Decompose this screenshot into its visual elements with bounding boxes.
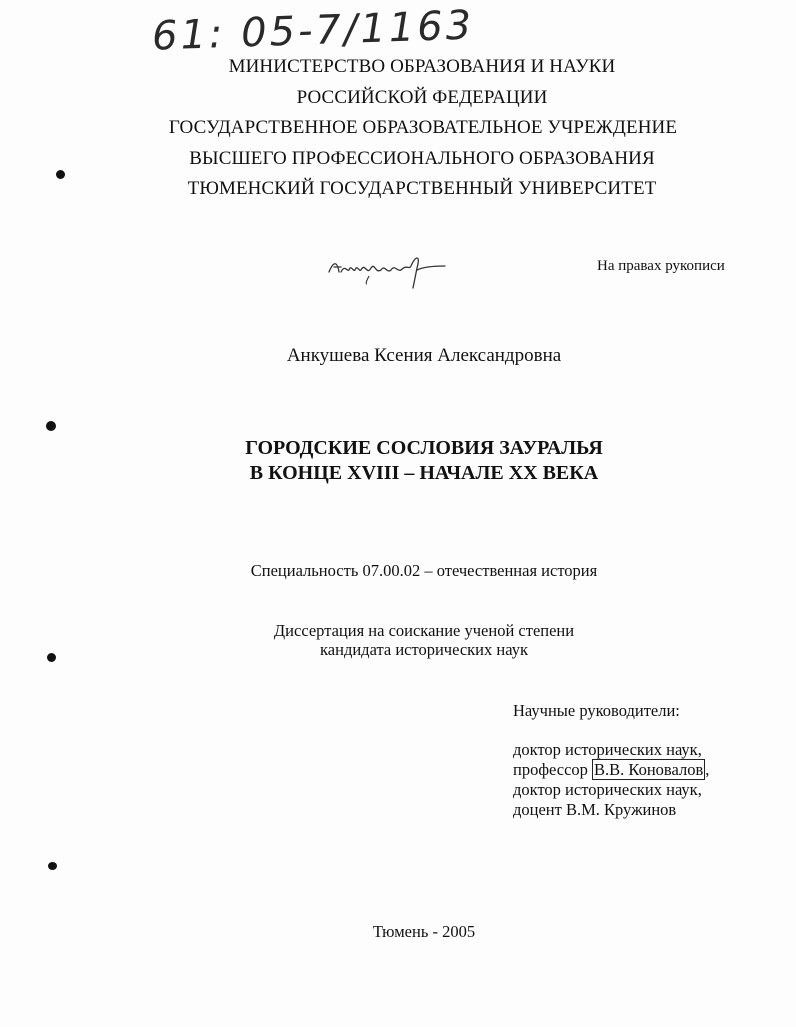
dissertation-title (0, 436, 796, 486)
header-line: ТЮМЕНСКИЙ ГОСУДАРСТВЕННЫЙ УНИВЕРСИТЕТ (187, 178, 657, 199)
header-line: МИНИСТЕРСТВО ОБРАЗОВАНИЯ И НАУКИ (228, 56, 616, 77)
supervisor-line: доктор исторических наук, (513, 740, 702, 759)
degree-line: кандидата исторических наук (320, 640, 528, 659)
header-line: ВЫСШЕГО ПРОФЕССИОНАЛЬНОГО ОБРАЗОВАНИЯ (189, 147, 655, 169)
degree-statement (0, 621, 796, 659)
author-signature (325, 250, 450, 290)
scan-mark (56, 170, 65, 179)
supervisor-name-boxed: В.В. Коновалов (594, 760, 704, 779)
header-line: ГОСУДАРСТВЕННОЕ ОБРАЗОВАТЕЛЬНОЕ УЧРЕЖДЕНИЕ (168, 117, 678, 138)
supervisor-line (513, 760, 709, 780)
supervisor-title: профессор (513, 760, 593, 779)
rights-note: На правах рукописи (597, 258, 725, 274)
supervisors-list (513, 740, 709, 820)
institution-header (0, 52, 796, 205)
header-line: РОССИЙСКОЙ ФЕДЕРАЦИИ (296, 86, 548, 108)
author-name-text: Анкушева Ксения Александровна (286, 345, 562, 366)
place-and-year (0, 922, 796, 942)
author-name (0, 345, 796, 367)
supervisor-line: доктор исторических наук, (513, 780, 702, 799)
archive-number-handwritten: 61: 05-7/1163 (151, 2, 475, 60)
title-line: В КОНЦЕ XVIII – НАЧАЛЕ XX ВЕКА (249, 462, 599, 484)
place-year-text: Тюмень - 2005 (372, 922, 476, 941)
specialty-text: Специальность 07.00.02 – отечественная история (250, 561, 598, 580)
scan-mark (47, 653, 56, 662)
title-line: ГОРОДСКИЕ СОСЛОВИЯ ЗАУРАЛЬЯ (245, 437, 603, 459)
supervisor-comma: , (705, 760, 710, 779)
supervisor-line: доцент В.М. Кружинов (513, 800, 677, 819)
degree-line: Диссертация на соискание ученой степени (273, 621, 575, 640)
specialty (0, 561, 796, 581)
scan-mark (46, 421, 56, 431)
scan-mark (48, 862, 57, 870)
supervisors-heading: Научные руководители: (513, 701, 680, 720)
